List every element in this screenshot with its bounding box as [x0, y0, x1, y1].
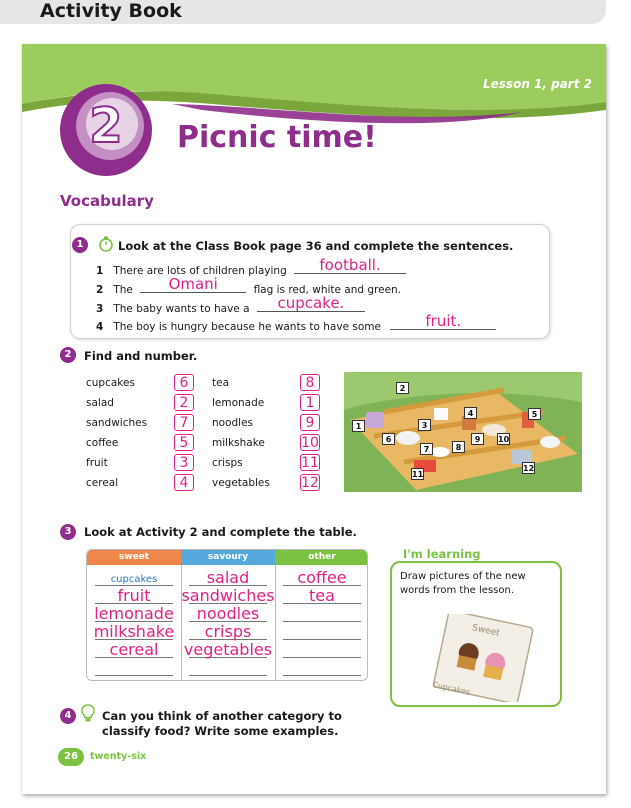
table-cell[interactable]: fruit [117, 586, 151, 605]
food-category-table [86, 549, 368, 681]
picture-label: 5 [528, 408, 541, 420]
card-word: Sweet [471, 623, 501, 639]
picnic-illustration [344, 372, 582, 492]
number-box[interactable]: 8 [300, 374, 320, 391]
number-box[interactable]: 3 [174, 454, 194, 471]
table-cell[interactable]: noodles [196, 604, 260, 623]
answer-text: fruit. [425, 312, 462, 330]
sentence-number: 2 [96, 284, 104, 296]
word-label: noodles [212, 417, 254, 429]
word-label: coffee [86, 437, 119, 449]
table-cell[interactable]: cereal [109, 640, 159, 659]
picture-label: 12 [523, 464, 535, 473]
card-word: Cupcakes [431, 680, 471, 697]
vocabulary-heading: Vocabulary [60, 192, 154, 210]
activity-1-instruction: Look at the Class Book page 36 and complete the sentences. [118, 239, 514, 253]
number-box[interactable]: 5 [174, 434, 194, 451]
answer-text: Omani [168, 275, 218, 293]
table-cell[interactable]: milkshake [93, 622, 175, 641]
word-label: cupcakes [86, 377, 135, 389]
sentence-1 [96, 256, 406, 277]
sentence-number: 3 [96, 303, 104, 315]
table-cell[interactable]: vegetables [183, 640, 273, 659]
im-learning-text: Draw pictures of the new words from the lesson. [400, 571, 526, 596]
picture-label: 11 [412, 470, 424, 479]
table-cell[interactable]: coffee [297, 568, 347, 587]
number-box[interactable]: 10 [301, 435, 319, 451]
table-cell[interactable]: lemonade [94, 604, 174, 623]
writing-line [283, 621, 361, 622]
number-box[interactable]: 7 [174, 414, 194, 431]
table-cell[interactable]: tea [309, 586, 335, 605]
number-box[interactable]: 11 [301, 455, 319, 471]
word-label: salad [86, 397, 114, 409]
number-box[interactable]: 9 [300, 414, 320, 431]
timer-icon [98, 236, 114, 252]
picture-label: 3 [418, 419, 431, 431]
word-label: cereal [86, 477, 119, 489]
table-header-savoury: savoury [181, 550, 275, 565]
picture-label: 6 [382, 433, 395, 445]
activity-4-instruction-line2: classify food? Write some examples. [102, 724, 339, 738]
table-header-sweet: sweet [87, 550, 181, 565]
sentence-number: 1 [96, 265, 104, 277]
activity-2-instruction: Find and number. [84, 349, 198, 363]
sentence-text: The boy is hungry because he wants to have some [113, 321, 381, 333]
word-label: tea [212, 377, 230, 389]
word-label: fruit [86, 457, 108, 469]
picture-label: 1 [352, 420, 365, 432]
table-cell[interactable]: cupcakes [110, 574, 158, 585]
sentence-2 [96, 275, 402, 296]
table-cell[interactable]: sandwiches [181, 586, 275, 605]
workbook-page [22, 44, 606, 794]
word-label: vegetables [212, 477, 270, 489]
sentence-text: There are lots of children playing [113, 265, 287, 277]
lightbulb-icon [80, 704, 96, 724]
word-label: crisps [212, 457, 243, 469]
picture-label: 10 [498, 435, 510, 444]
book-title: Activity Book [40, 0, 182, 22]
sentence-text: The [113, 284, 133, 296]
picture-label: 2 [396, 382, 409, 394]
picture-label: 9 [471, 433, 484, 445]
writing-line [189, 675, 267, 676]
writing-line [283, 675, 361, 676]
sentence-number: 4 [96, 321, 104, 333]
activity-3-badge: 3 [60, 524, 76, 540]
answer-blank[interactable] [140, 275, 246, 293]
activity-2-badge: 2 [60, 347, 76, 363]
writing-line [283, 639, 361, 640]
writing-line [95, 675, 173, 676]
word-label: milkshake [212, 437, 265, 449]
sentence-3 [96, 294, 365, 315]
page-number-words: twenty-six [90, 751, 147, 762]
sentence-4 [96, 312, 496, 333]
number-box[interactable]: 12 [301, 475, 319, 491]
table-header-other: other [275, 550, 368, 565]
number-box[interactable]: 6 [174, 374, 194, 391]
answer-text: cupcake. [277, 294, 345, 312]
number-box[interactable]: 1 [300, 394, 320, 411]
picture-label: 7 [420, 443, 433, 455]
word-label: lemonade [212, 397, 265, 409]
answer-blank[interactable] [257, 294, 365, 312]
page-number: 26 [58, 748, 84, 766]
activity-1-badge: 1 [72, 237, 88, 253]
table-cell[interactable]: salad [206, 568, 250, 587]
number-box[interactable]: 4 [174, 474, 194, 491]
answer-text: football. [319, 256, 381, 274]
word-label: sandwiches [86, 417, 148, 429]
activity-4-badge: 4 [60, 708, 76, 724]
number-box[interactable]: 2 [174, 394, 194, 411]
sentence-text: flag is red, white and green. [253, 284, 402, 296]
unit-number: 2 [89, 98, 123, 154]
activity-3-instruction: Look at Activity 2 and complete the table. [84, 525, 357, 539]
table-cell[interactable]: crisps [204, 622, 252, 641]
answer-blank[interactable] [390, 312, 496, 330]
unit-title: Picnic time! [177, 120, 377, 155]
activity-4-instruction-line1: Can you think of another category to [102, 709, 342, 723]
answer-blank[interactable] [294, 256, 406, 274]
im-learning-title: I'm learning [399, 547, 485, 561]
writing-line [283, 657, 361, 658]
picture-label: 4 [464, 407, 477, 419]
lesson-label: Lesson 1, part 2 [483, 77, 592, 91]
picture-label: 8 [452, 441, 465, 453]
sentence-text: The baby wants to have a [113, 303, 250, 315]
